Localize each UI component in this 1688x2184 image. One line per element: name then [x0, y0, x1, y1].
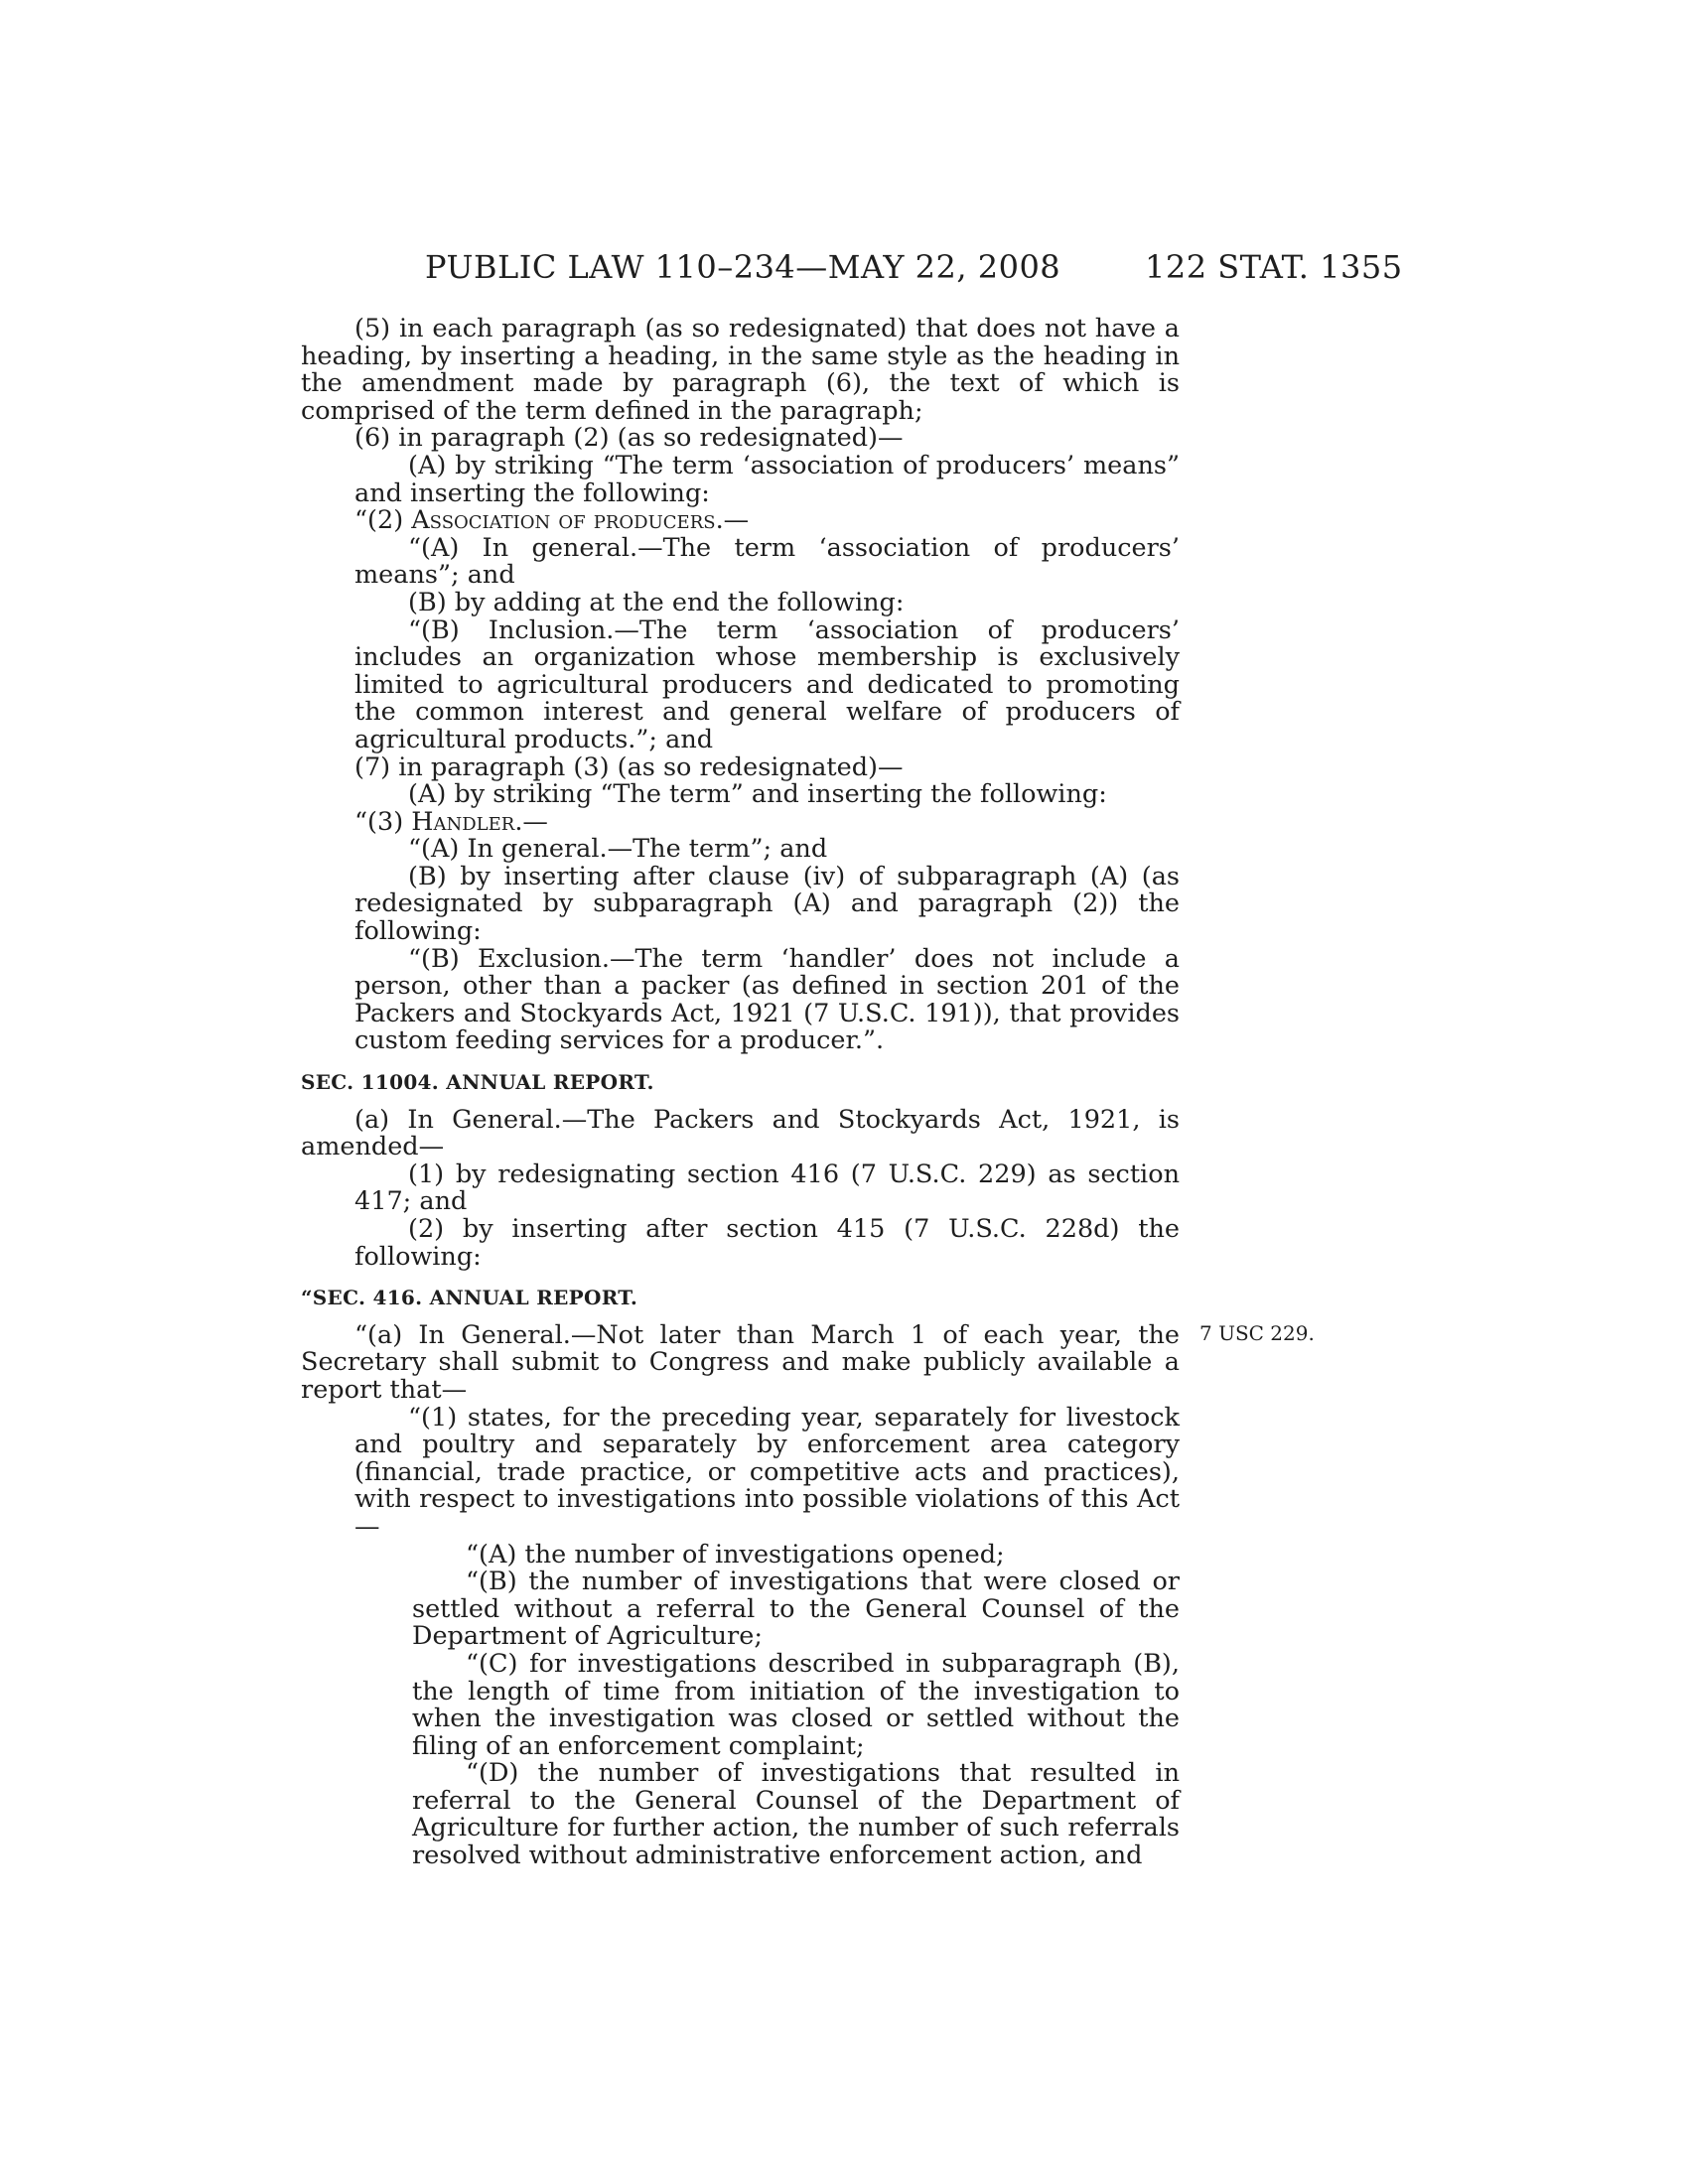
running-header-title: PUBLIC LAW 110–234—MAY 22, 2008: [425, 248, 1061, 286]
paragraph: “(3) Handler.—: [354, 806, 548, 837]
paragraph: (B) by adding at the end the following:: [408, 587, 905, 617]
paragraph: “(B) Inclusion.—The term ‘association of producers’ includes an organization whose membership is exclusively limited to agricultural producers and dedicated to promoting the common interest and general welfare of producers of agricultural products.”; and: [354, 614, 1180, 754]
paragraph: (2) by inserting after section 415 (7 U.S.C. 228d) the following:: [354, 1214, 1180, 1272]
paragraph: “(D) the number of investigations that resulted in referral to the General Counsel of the Department of Agriculture for further action, the number of such referrals resolved without administrative enforcement action, and: [412, 1758, 1180, 1871]
paragraph: (A) by striking “The term” and inserting the following:: [408, 779, 1107, 810]
paragraph: (1) by redesignating section 416 (7 U.S.C. 229) as section 417; and: [354, 1159, 1180, 1217]
paragraph: “(2) Association of producers.—: [354, 505, 750, 536]
paragraph: “(A) In general.—The term”; and: [408, 834, 828, 865]
paragraph: “(A) the number of investigations opened;: [466, 1539, 1005, 1570]
paragraph: (7) in paragraph (3) (as so redesignated)—: [354, 751, 904, 782]
paragraph: (5) in each paragraph (as so redesignated) that does not have a heading, by inserting a heading, in the same style as the heading in the amendment made by paragraph (6), the text of which is comprised of the term defined in the paragraph;: [301, 314, 1180, 426]
running-header-page: 122 STAT. 1355: [1145, 248, 1403, 286]
section-heading: SEC. 11004. ANNUAL REPORT.: [301, 1070, 654, 1095]
paragraph: (a) In General.—The Packers and Stockyards Act, 1921, is amended—: [301, 1104, 1180, 1162]
paragraph: “(1) states, for the preceding year, separately for livestock and poultry and separately by enforcement area category (financial, trade practice, or competitive acts and practices), with respect to investigations into possible violations of this Act—: [354, 1402, 1180, 1542]
body-text: [301, 316, 1180, 1870]
paragraph: (A) by striking “The term ‘association of producers’ means” and inserting the following:: [354, 450, 1180, 508]
section-heading: “SEC. 416. ANNUAL REPORT.: [301, 1286, 638, 1310]
paragraph: “(a) In General.—Not later than March 1 of each year, the Secretary shall submit to Congress and make publicly available a report that—: [301, 1319, 1180, 1405]
paragraph: “(C) for investigations described in subparagraph (B), the length of time from initiation of the investigation to when the investigation was closed or settled without the filing of an enforcement complaint;: [412, 1648, 1180, 1761]
paragraph: “(B) Exclusion.—The term ‘handler’ does not include a person, other than a packer (as defined in section 201 of the Packers and Stockyards Act, 1921 (7 U.S.C. 191)), that provides custom feeding services for a producer.”.: [354, 943, 1180, 1056]
margin-citation: 7 USC 229.: [1199, 1321, 1315, 1345]
paragraph: (B) by inserting after clause (iv) of subparagraph (A) (as redesignated by subparagraph (A) and paragraph (2)) the following:: [354, 861, 1180, 947]
paragraph: (6) in paragraph (2) (as so redesignated)—: [354, 423, 904, 454]
paragraph: “(A) In general.—The term ‘association of producers’ means”; and: [354, 532, 1180, 591]
paragraph: “(B) the number of investigations that were closed or settled without a referral to the General Counsel of the Department of Agriculture;: [412, 1567, 1180, 1652]
